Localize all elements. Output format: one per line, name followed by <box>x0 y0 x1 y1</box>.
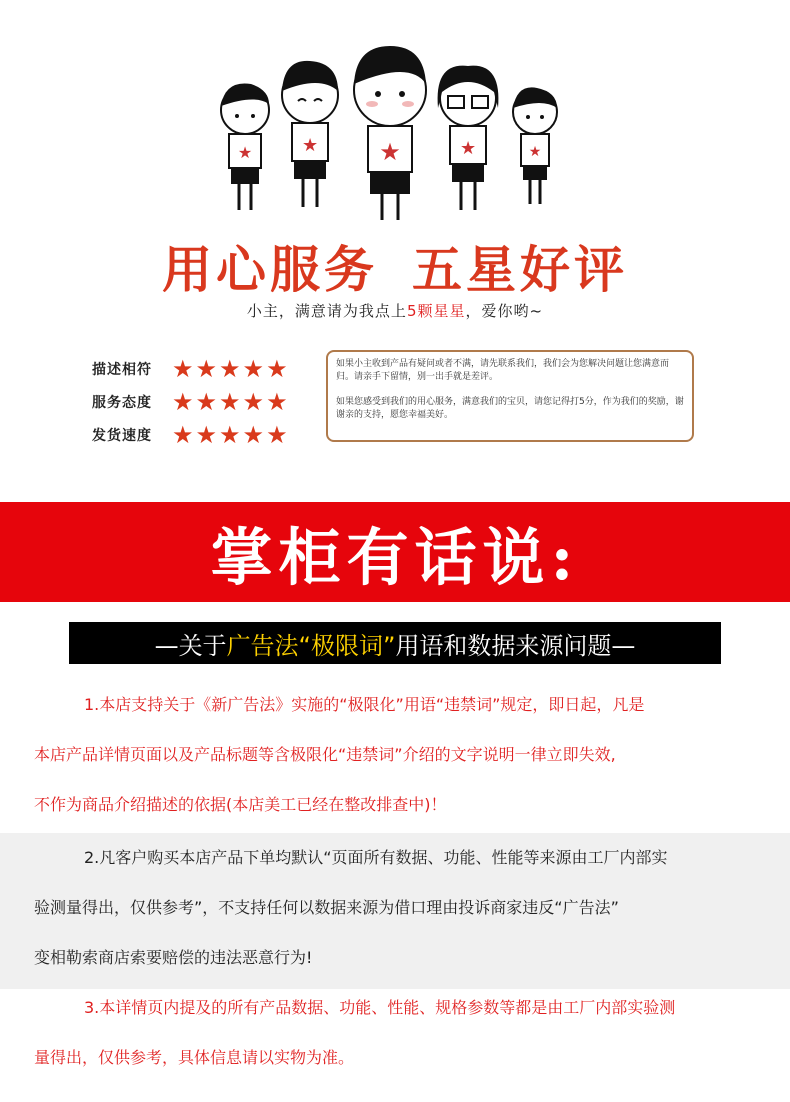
paragraph-line: 1.本店支持关于《新广告法》实施的“极限化”用语“违禁词”规定，即日起，凡是 <box>84 695 645 714</box>
headline-part2: 五星好评 <box>412 240 628 299</box>
notice-paragraph-2 <box>0 833 790 989</box>
subtitle-after: 用语和数据来源问题— <box>395 631 636 660</box>
banner-title: 掌柜有话说: <box>210 520 580 594</box>
rating-row-service <box>92 385 312 418</box>
notice-paragraph-1 <box>0 680 790 830</box>
subtitle-bar <box>69 622 721 664</box>
cartoon-kids-illustration <box>210 40 580 230</box>
svg-text:★: ★ <box>459 138 477 159</box>
notice-paragraph-3 <box>0 983 790 1083</box>
paragraph-line: 3.本详情页内提及的所有产品数据、功能、性能、规格参数等都是由工厂内部实验测 <box>84 998 676 1017</box>
subtitle-highlight: 广告法“极限词” <box>226 631 396 660</box>
svg-text:★: ★ <box>237 143 253 162</box>
tagline <box>0 300 790 321</box>
note-paragraph-2: 如果您感受到我们的用心服务，满意我们的宝贝，请您记得打5分，作为我们的奖励，谢谢亲的支持，愿您幸福美好。 <box>336 397 684 420</box>
tagline-after: ，爱你哟~ <box>465 302 544 320</box>
rating-label: 服务态度 <box>92 394 152 411</box>
note-paragraph-1: 如果小主收到产品有疑问或者不满，请先联系我们，我们会为您解决问题让您满意而归。请亲手下留情，别一出手就是差评。 <box>336 359 670 382</box>
rating-row-description <box>92 352 312 385</box>
tagline-highlight: 5颗星星 <box>406 302 466 320</box>
ratings-list <box>92 352 312 451</box>
paragraph-line: 不作为商品介绍描述的依据(本店美工已经在整改排查中)！ <box>34 795 447 814</box>
subtitle-before: —关于 <box>154 631 227 660</box>
tagline-before: 小主，满意请为我点上 <box>246 302 407 320</box>
star-icon: ★★★★★ <box>172 420 290 449</box>
star-icon: ★★★★★ <box>172 354 290 383</box>
headline-part1: 用心服务 <box>162 240 378 299</box>
paragraph-line: 量得出，仅供参考，具体信息请以实物为准。 <box>34 1048 355 1067</box>
note-box <box>326 350 694 442</box>
paragraph-line: 验测量得出，仅供参考”，不支持任何以数据来源为借口理由投诉商家违反“广告法” <box>34 898 619 917</box>
shopkeeper-banner <box>0 502 790 602</box>
rating-label: 发货速度 <box>92 427 152 444</box>
top-section <box>0 0 790 500</box>
rating-label: 描述相符 <box>92 361 152 378</box>
headline <box>0 230 790 302</box>
paragraph-line: 2.凡客户购买本店产品下单均默认“页面所有数据、功能、性能等来源由工厂内部实 <box>84 848 668 867</box>
rating-row-shipping <box>92 418 312 451</box>
paragraph-line: 变相勒索商店索要赔偿的违法恶意行为! <box>34 948 313 967</box>
star-icon: ★★★★★ <box>172 387 290 416</box>
paragraph-line: 本店产品详情页面以及产品标题等含极限化“违禁词”介绍的文字说明一律立即失效, <box>34 745 616 764</box>
svg-text:★: ★ <box>528 144 542 160</box>
svg-text:★: ★ <box>301 135 319 156</box>
svg-text:★: ★ <box>379 138 401 166</box>
